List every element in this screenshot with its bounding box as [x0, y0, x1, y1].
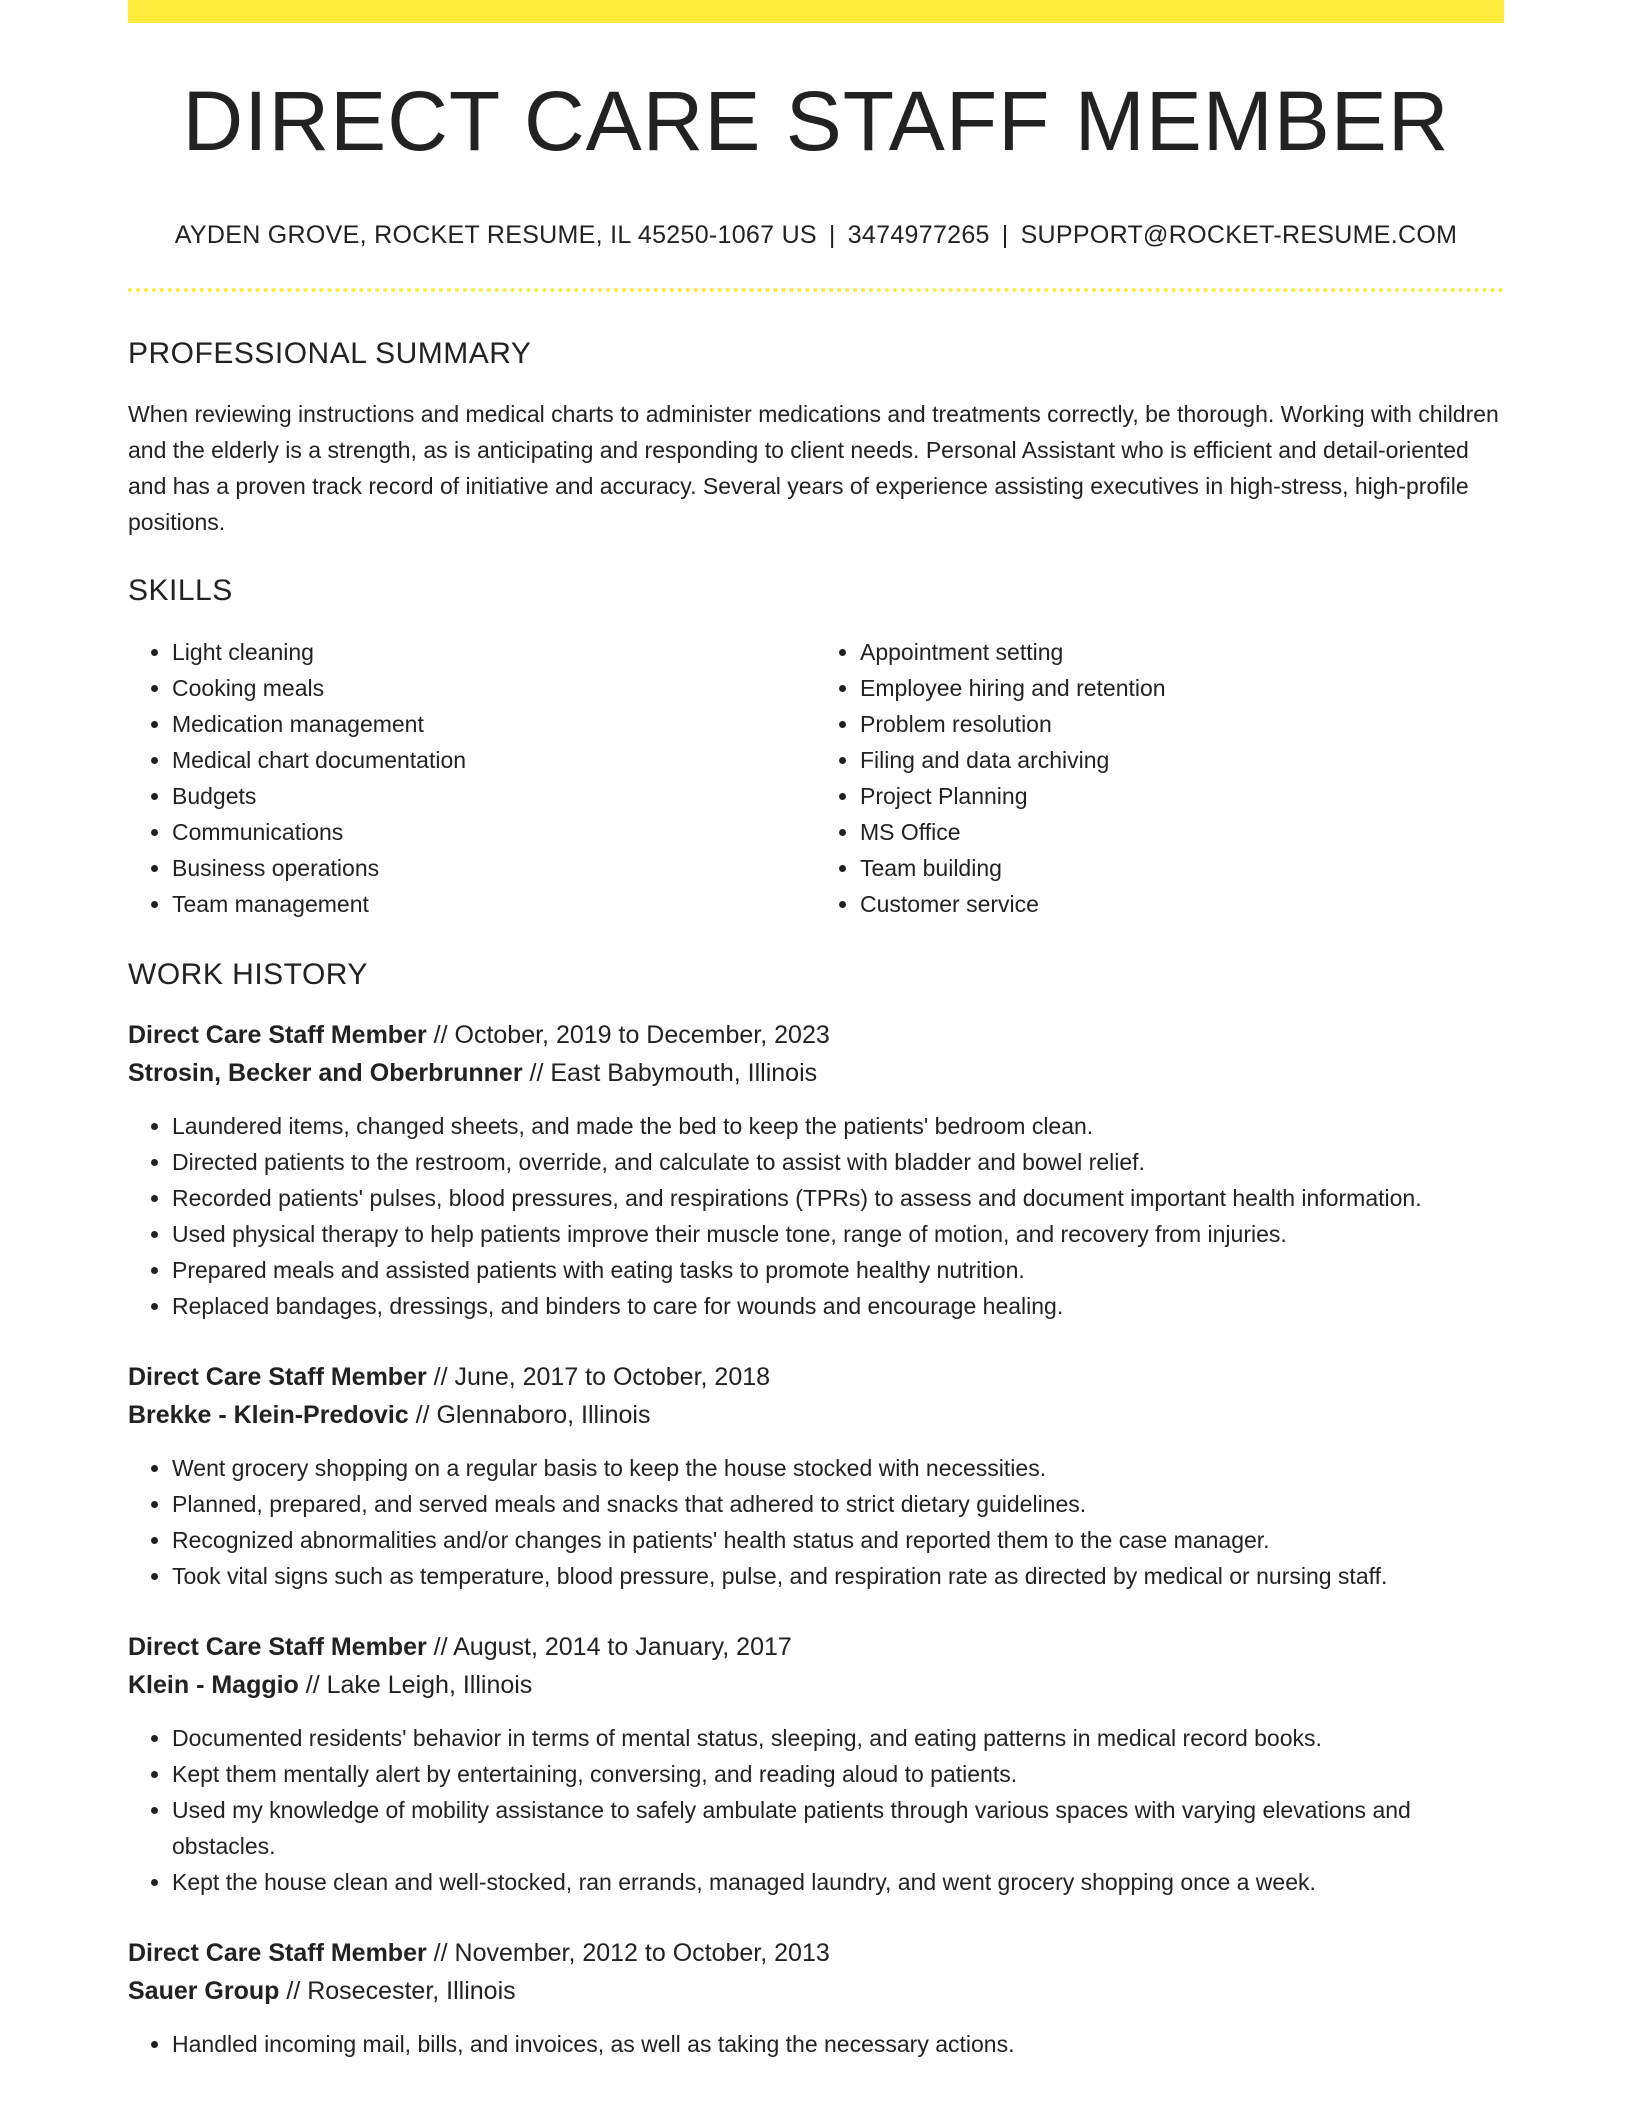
contact-email: SUPPORT@ROCKET-RESUME.COM [1020, 221, 1458, 249]
skill-item: • Employee hiring and retention [860, 670, 1504, 706]
skill-item: • Light cleaning [172, 634, 816, 670]
job-dates: // November, 2012 to October, 2013 [433, 1939, 830, 1967]
skill-item: • Team management [172, 886, 816, 922]
job-bullet: • Used my knowledge of mobility assistance to safely ambulate patients through various spaces with varying elevations and obstacles. [172, 1792, 1504, 1864]
job-entry [128, 1016, 1504, 1324]
skill-item: • Communications [172, 814, 816, 850]
job-bullets [128, 1450, 1504, 1594]
job-company: Sauer Group [128, 1977, 280, 2005]
job-company-line [128, 1972, 1504, 2010]
skill-item: • Medical chart documentation [172, 742, 816, 778]
resume-title: DIRECT CARE STAFF MEMBER [182, 74, 1450, 168]
resume-page [128, 0, 1504, 2062]
contact-separator: | [1001, 221, 1009, 249]
job-bullet: • Handled incoming mail, bills, and invoices, as well as taking the necessary actions. [172, 2026, 1504, 2062]
job-title-line [128, 1016, 1504, 1054]
job-bullet: • Replaced bandages, dressings, and binders to care for wounds and encourage healing. [172, 1288, 1504, 1324]
job-title: Direct Care Staff Member [128, 1633, 427, 1661]
job-bullets [128, 1720, 1504, 1900]
skill-item: • Medication management [172, 706, 816, 742]
job-location: // East Babymouth, Illinois [529, 1059, 818, 1087]
skill-item: • Team building [860, 850, 1504, 886]
contact-line [128, 221, 1504, 250]
job-title: Direct Care Staff Member [128, 1939, 427, 1967]
job-bullet: • Went grocery shopping on a regular basis to keep the house stocked with necessities. [172, 1450, 1504, 1486]
dotted-divider [128, 288, 1504, 292]
work-history-heading: WORK HISTORY [128, 958, 368, 991]
skills-heading: SKILLS [128, 574, 233, 607]
job-location: // Rosecester, Illinois [286, 1977, 516, 2005]
job-bullets [128, 2026, 1504, 2062]
job-bullet: • Planned, prepared, and served meals and snacks that adhered to strict dietary guidelines. [172, 1486, 1504, 1522]
skills-columns [128, 634, 1504, 922]
job-company: Strosin, Becker and Oberbrunner [128, 1059, 523, 1087]
job-title-line [128, 1358, 1504, 1396]
skill-item: • Cooking meals [172, 670, 816, 706]
skill-item: • Budgets [172, 778, 816, 814]
skill-item: • Filing and data archiving [860, 742, 1504, 778]
skill-item: • Appointment setting [860, 634, 1504, 670]
job-title-line [128, 1934, 1504, 1972]
job-company-line [128, 1666, 1504, 1704]
job-bullet: • Directed patients to the restroom, override, and calculate to assist with bladder and bowel relief. [172, 1144, 1504, 1180]
job-entry [128, 1934, 1504, 2062]
skills-left-list [128, 634, 816, 922]
summary-heading: PROFESSIONAL SUMMARY [128, 337, 532, 370]
job-bullet: • Prepared meals and assisted patients with eating tasks to promote healthy nutrition. [172, 1252, 1504, 1288]
job-bullet: • Recognized abnormalities and/or changes in patients' health status and reported them to the case manager. [172, 1522, 1504, 1558]
job-entry [128, 1358, 1504, 1594]
job-bullet: • Recorded patients' pulses, blood pressures, and respirations (TPRs) to assess and document important health information. [172, 1180, 1504, 1216]
job-company-line [128, 1054, 1504, 1092]
job-bullet: • Documented residents' behavior in terms of mental status, sleeping, and eating patterns in medical record books. [172, 1720, 1504, 1756]
job-dates: // August, 2014 to January, 2017 [433, 1633, 792, 1661]
contact-separator: | [828, 221, 836, 249]
job-company: Brekke - Klein-Predovic [128, 1401, 409, 1429]
job-bullet: • Kept them mentally alert by entertaining, conversing, and reading aloud to patients. [172, 1756, 1504, 1792]
job-bullets [128, 1108, 1504, 1324]
skill-item: • Business operations [172, 850, 816, 886]
summary-text: When reviewing instructions and medical charts to administer medications and treatments correctly, be thorough. Working with children and the elderly is a strength, as is anticipating and responding to client needs. Personal Assistant who is efficient and detail-oriented and has a proven track record of initiative and accuracy. Several years of experience assisting executives in high-stress, high-profile positions. [128, 401, 1499, 535]
job-entry [128, 1628, 1504, 1900]
job-location: // Glennaboro, Illinois [415, 1401, 651, 1429]
job-bullet: • Used physical therapy to help patients improve their muscle tone, range of motion, and recovery from injuries. [172, 1216, 1504, 1252]
top-accent-bar [128, 0, 1504, 23]
job-title: Direct Care Staff Member [128, 1363, 427, 1391]
skill-item: • Problem resolution [860, 706, 1504, 742]
job-location: // Lake Leigh, Illinois [305, 1671, 533, 1699]
job-bullet: • Laundered items, changed sheets, and made the bed to keep the patients' bedroom clean. [172, 1108, 1504, 1144]
contact-address: AYDEN GROVE, ROCKET RESUME, IL 45250-1067 US [174, 221, 817, 249]
job-dates: // June, 2017 to October, 2018 [433, 1363, 771, 1391]
contact-phone: 3474977265 [847, 221, 990, 249]
job-company-line [128, 1396, 1504, 1434]
skill-item: • Customer service [860, 886, 1504, 922]
skills-right-list [816, 634, 1504, 922]
job-title: Direct Care Staff Member [128, 1021, 427, 1049]
job-bullet: • Kept the house clean and well-stocked, ran errands, managed laundry, and went grocery shopping once a week. [172, 1864, 1504, 1900]
job-company: Klein - Maggio [128, 1671, 299, 1699]
skill-item: • MS Office [860, 814, 1504, 850]
job-bullet: • Took vital signs such as temperature, blood pressure, pulse, and respiration rate as directed by medical or nursing staff. [172, 1558, 1504, 1594]
skill-item: • Project Planning [860, 778, 1504, 814]
job-title-line [128, 1628, 1504, 1666]
job-dates: // October, 2019 to December, 2023 [433, 1021, 830, 1049]
